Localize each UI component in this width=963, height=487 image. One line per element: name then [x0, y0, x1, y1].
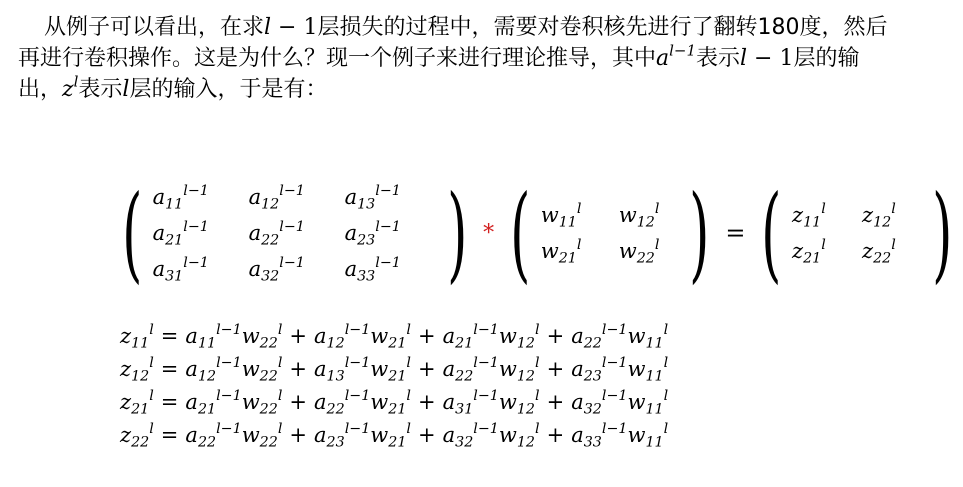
- math-superscript: l: [149, 355, 154, 372]
- equals-sign: =: [160, 423, 179, 447]
- left-paren: (: [122, 172, 143, 294]
- math-term: [120, 421, 154, 451]
- math-subscript: 21: [388, 434, 407, 451]
- math-symbol: w: [370, 324, 389, 348]
- math-symbol: w: [241, 423, 260, 447]
- math-symbol: a: [152, 257, 166, 281]
- math-symbol: w: [241, 324, 260, 348]
- math-superscript: l−1: [216, 355, 242, 372]
- math-term: [314, 421, 371, 451]
- math-minus: −: [271, 15, 304, 40]
- math-subscript: 12: [516, 335, 536, 352]
- math-term: [241, 388, 283, 418]
- matrix-cell: [345, 182, 437, 212]
- math-one: 1: [779, 46, 794, 71]
- math-superscript: l−1: [344, 355, 371, 372]
- math-subscript: 12: [516, 401, 536, 418]
- matrix-cell: [249, 182, 345, 212]
- math-superscript: l: [277, 421, 283, 438]
- math-symbol: a: [314, 423, 327, 447]
- math-term: [862, 201, 896, 231]
- math-subscript: 32: [261, 268, 280, 285]
- paragraph-text: 表示: [78, 77, 123, 102]
- math-term: [627, 322, 669, 352]
- plus-sign: +: [289, 324, 307, 348]
- math-term: [185, 388, 242, 418]
- intro-paragraph: [18, 12, 888, 105]
- matrix-cell: [249, 218, 345, 248]
- math-superscript: l: [891, 237, 896, 254]
- math-superscript: l: [821, 201, 826, 218]
- math-subscript: 23: [326, 434, 345, 451]
- math-subscript: 11: [131, 335, 150, 352]
- math-superscript: l−1: [601, 388, 628, 405]
- plus-sign: +: [546, 423, 565, 447]
- math-symbol: w: [498, 357, 517, 381]
- math-symbol: w: [498, 423, 517, 447]
- paragraph-text: 表示: [695, 46, 740, 71]
- math-subscript: 13: [357, 196, 376, 213]
- matrix-w: [541, 200, 679, 266]
- math-term: [314, 355, 371, 385]
- matrix-cell: [862, 200, 922, 230]
- math-symbol: a: [314, 357, 327, 381]
- math-term: [618, 237, 660, 267]
- equation-line: [120, 353, 668, 386]
- math-subscript: 12: [131, 368, 150, 385]
- math-superscript: l−1: [216, 421, 242, 438]
- math-subscript: 11: [165, 196, 184, 213]
- math-superscript: l−1: [344, 388, 371, 405]
- math-subscript: 31: [455, 401, 474, 418]
- math-subscript: 11: [197, 335, 217, 352]
- math-superscript: l: [277, 355, 283, 372]
- math-symbol: z: [120, 357, 132, 381]
- math-superscript: l: [406, 322, 411, 339]
- math-superscript: l−1: [344, 322, 371, 339]
- math-superscript: l: [535, 388, 540, 405]
- math-term: [241, 322, 283, 352]
- math-symbol: a: [571, 423, 584, 447]
- math-subscript: 21: [803, 250, 822, 267]
- plus-sign: +: [417, 324, 436, 348]
- math-subscript: 12: [197, 368, 217, 385]
- math-subscript: 22: [197, 434, 217, 451]
- math-term: [120, 388, 154, 418]
- math-term: [540, 237, 582, 267]
- math-symbol: a: [344, 221, 358, 245]
- math-superscript: l−1: [183, 255, 209, 272]
- math-term: [627, 388, 669, 418]
- math-superscript: l−1: [279, 255, 305, 272]
- math-subscript: 12: [516, 434, 536, 451]
- math-symbol: w: [370, 390, 389, 414]
- math-superscript: l: [535, 421, 540, 438]
- math-subscript: 21: [455, 335, 474, 352]
- math-subscript: 33: [583, 434, 602, 451]
- math-symbol: w: [627, 390, 646, 414]
- math-subscript: 11: [803, 214, 822, 231]
- math-superscript: l−1: [279, 183, 305, 200]
- math-subscript: 22: [259, 368, 278, 385]
- equals-sign: =: [160, 357, 179, 381]
- paragraph-text: 从例子可以看出，在求: [44, 15, 265, 40]
- math-term: [241, 355, 283, 385]
- math-subscript: 12: [326, 335, 345, 352]
- math-subscript: 21: [165, 232, 184, 249]
- matrix-cell: [153, 254, 249, 284]
- math-term: [498, 355, 540, 385]
- math-superscript: l: [576, 201, 582, 218]
- math-one: 1: [303, 15, 318, 40]
- math-term: [792, 201, 826, 231]
- math-var-l: l: [739, 46, 748, 71]
- math-var-l: l: [122, 77, 130, 102]
- math-symbol: a: [442, 390, 456, 414]
- matrix-cell: [345, 254, 437, 284]
- right-paren: ): [688, 172, 710, 294]
- plus-sign: +: [289, 390, 307, 414]
- math-subscript: 22: [259, 401, 278, 418]
- math-subscript: 21: [558, 250, 577, 267]
- math-term: [344, 219, 401, 249]
- math-superscript: l−1: [473, 322, 499, 339]
- math-term: [370, 322, 411, 352]
- math-term: [314, 322, 371, 352]
- paragraph-text: 层的输出，: [18, 46, 860, 102]
- right-paren: ): [932, 172, 953, 294]
- equals-sign: =: [725, 219, 746, 247]
- math-subscript: 13: [326, 368, 345, 385]
- math-superscript: l: [576, 237, 582, 254]
- matrix-cell: [619, 236, 679, 266]
- math-superscript: l: [406, 388, 411, 405]
- math-subscript: 11: [645, 368, 664, 385]
- math-symbol: z: [792, 239, 804, 263]
- math-symbol: a: [344, 257, 358, 281]
- math-subscript: 12: [873, 214, 892, 231]
- math-term: [185, 322, 242, 352]
- math-superscript: l−1: [344, 421, 371, 438]
- matrix-z: [792, 200, 922, 266]
- math-subscript: 12: [261, 196, 280, 213]
- math-subscript: 22: [326, 401, 345, 418]
- math-superscript: l−1: [669, 41, 696, 60]
- math-subscript: 23: [357, 232, 376, 249]
- math-term: [152, 255, 209, 285]
- math-term: [792, 237, 826, 267]
- math-superscript: l: [149, 322, 154, 339]
- math-term: [370, 355, 411, 385]
- math-symbol: w: [498, 324, 517, 348]
- math-term: [344, 255, 401, 285]
- math-term: [571, 355, 628, 385]
- math-superscript: l−1: [473, 421, 499, 438]
- math-superscript: l: [663, 322, 669, 339]
- math-term: [370, 421, 411, 451]
- math-subscript: 23: [583, 368, 602, 385]
- math-symbol: z: [120, 390, 132, 414]
- math-subscript: 22: [636, 250, 655, 267]
- math-var-a: a: [656, 46, 670, 71]
- math-superscript: l−1: [279, 219, 305, 236]
- math-term: [571, 421, 628, 451]
- math-subscript: 22: [261, 232, 280, 249]
- math-symbol: z: [862, 239, 874, 263]
- math-subscript: 22: [455, 368, 474, 385]
- math-term: [241, 421, 283, 451]
- math-subscript: 11: [645, 401, 664, 418]
- right-paren: ): [446, 172, 468, 294]
- equation-line: [120, 419, 668, 452]
- math-symbol: a: [185, 390, 198, 414]
- paragraph-text: 层损失的过程中，需要对卷积核先进行了翻转: [317, 15, 758, 40]
- math-subscript: 21: [388, 335, 407, 352]
- math-symbol: w: [540, 203, 559, 227]
- math-superscript: l−1: [375, 183, 401, 200]
- math-superscript: l−1: [183, 183, 209, 200]
- math-superscript: l: [654, 201, 660, 218]
- math-superscript: l: [277, 322, 283, 339]
- math-var-z: z: [62, 77, 74, 102]
- math-subscript: 11: [645, 434, 664, 451]
- matrix-cell: [619, 200, 679, 230]
- math-superscript: l: [891, 201, 896, 218]
- math-term: [152, 183, 209, 213]
- math-superscript: l: [535, 322, 540, 339]
- matrix-cell: [541, 236, 619, 266]
- math-symbol: w: [627, 423, 646, 447]
- math-minus: −: [747, 46, 780, 71]
- math-symbol: w: [498, 390, 517, 414]
- math-term: [618, 201, 660, 231]
- math-superscript: l: [663, 421, 669, 438]
- math-subscript: 32: [583, 401, 602, 418]
- math-superscript: l: [73, 72, 79, 91]
- math-subscript: 21: [131, 401, 150, 418]
- math-superscript: l−1: [183, 219, 209, 236]
- math-term: [248, 219, 305, 249]
- math-subscript: 12: [636, 214, 655, 231]
- equals-sign: =: [160, 390, 179, 414]
- math-superscript: l: [663, 355, 669, 372]
- math-symbol: a: [248, 185, 262, 209]
- math-symbol: z: [120, 324, 132, 348]
- math-symbol: a: [185, 324, 198, 348]
- math-term: [498, 322, 540, 352]
- plus-sign: +: [546, 324, 565, 348]
- math-term: [344, 183, 401, 213]
- math-symbol: a: [442, 357, 456, 381]
- math-symbol: a: [248, 221, 262, 245]
- math-symbol: w: [540, 239, 559, 263]
- math-term: [185, 355, 242, 385]
- math-superscript: l: [277, 388, 283, 405]
- math-superscript: l: [821, 237, 826, 254]
- math-term: [248, 183, 305, 213]
- plus-sign: +: [417, 357, 436, 381]
- matrix-cell: [345, 218, 437, 248]
- math-term: [571, 322, 628, 352]
- math-superscript: l: [406, 421, 411, 438]
- matrix-cell: [792, 236, 862, 266]
- math-symbol: a: [571, 324, 584, 348]
- math-term: [120, 355, 154, 385]
- plus-sign: +: [289, 357, 307, 381]
- math-symbol: w: [241, 357, 260, 381]
- equation-line: [120, 320, 668, 353]
- plus-sign: +: [546, 390, 565, 414]
- math-symbol: z: [120, 423, 132, 447]
- equation-line: [120, 386, 668, 419]
- math-symbol: a: [442, 423, 456, 447]
- math-symbol: a: [344, 185, 358, 209]
- math-symbol: a: [314, 324, 327, 348]
- paragraph-number: 180: [757, 15, 800, 40]
- math-subscript: 22: [873, 250, 892, 267]
- math-term: [540, 201, 582, 231]
- math-term: [627, 421, 669, 451]
- math-superscript: l−1: [375, 219, 401, 236]
- math-term: [314, 388, 371, 418]
- math-symbol: w: [627, 324, 646, 348]
- math-superscript: l−1: [601, 421, 628, 438]
- matrix-cell: [249, 254, 345, 284]
- equals-sign: =: [160, 324, 179, 348]
- matrix-cell: [792, 200, 862, 230]
- math-term: [862, 237, 896, 267]
- math-subscript: 22: [131, 434, 150, 451]
- plus-sign: +: [289, 423, 307, 447]
- math-term: [248, 255, 305, 285]
- expanded-equations: [120, 320, 668, 452]
- math-symbol: a: [185, 357, 198, 381]
- math-term: [627, 355, 669, 385]
- matrix-cell: [541, 200, 619, 230]
- math-term: [498, 421, 540, 451]
- math-superscript: l: [535, 355, 540, 372]
- math-term: [370, 388, 411, 418]
- math-superscript: l−1: [375, 255, 401, 272]
- math-term: [185, 421, 242, 451]
- math-symbol: a: [152, 185, 166, 209]
- math-subscript: 33: [357, 268, 376, 285]
- math-symbol: z: [862, 203, 874, 227]
- math-superscript: l: [654, 237, 660, 254]
- math-subscript: 31: [165, 268, 184, 285]
- math-term: [442, 388, 499, 418]
- math-symbol: w: [618, 239, 637, 263]
- math-subscript: 11: [558, 214, 577, 231]
- math-symbol: a: [571, 357, 584, 381]
- matrix-a: [153, 182, 437, 284]
- math-subscript: 11: [645, 335, 664, 352]
- plus-sign: +: [546, 357, 565, 381]
- math-symbol: a: [571, 390, 584, 414]
- math-superscript: l: [149, 421, 154, 438]
- paragraph-text: 层的输入，于是有：: [129, 77, 328, 102]
- math-superscript: l: [406, 355, 411, 372]
- matrix-cell: [153, 182, 249, 212]
- math-symbol: a: [248, 257, 262, 281]
- matrix-equation: [112, 172, 963, 294]
- math-subscript: 21: [197, 401, 217, 418]
- math-superscript: l−1: [601, 322, 628, 339]
- math-var-l: l: [264, 15, 272, 40]
- math-superscript: l−1: [216, 322, 242, 339]
- math-symbol: w: [241, 390, 260, 414]
- math-term: [120, 322, 154, 352]
- math-symbol: a: [442, 324, 456, 348]
- math-superscript: l−1: [216, 388, 242, 405]
- plus-sign: +: [417, 423, 436, 447]
- math-subscript: 22: [583, 335, 602, 352]
- matrix-cell: [153, 218, 249, 248]
- math-symbol: a: [152, 221, 166, 245]
- math-symbol: a: [314, 390, 327, 414]
- math-symbol: w: [627, 357, 646, 381]
- math-superscript: l−1: [473, 388, 499, 405]
- math-symbol: w: [370, 357, 389, 381]
- math-superscript: l−1: [473, 355, 499, 372]
- convolution-operator: *: [483, 220, 495, 246]
- math-term: [442, 355, 499, 385]
- math-symbol: a: [185, 423, 198, 447]
- math-superscript: l: [149, 388, 154, 405]
- math-superscript: l: [663, 388, 669, 405]
- math-subscript: 22: [259, 335, 278, 352]
- left-paren: (: [510, 172, 531, 294]
- math-term: [442, 421, 499, 451]
- math-symbol: w: [618, 203, 637, 227]
- left-paren: (: [761, 172, 782, 294]
- math-term: [152, 219, 209, 249]
- math-symbol: w: [370, 423, 389, 447]
- paragraph-text: 度，然后再进行卷积操作。这是为什么？现一个例子来进行理论推导，其中: [18, 15, 888, 71]
- math-symbol: z: [792, 203, 804, 227]
- math-term: [498, 388, 540, 418]
- matrix-cell: [862, 236, 922, 266]
- math-term: [442, 322, 499, 352]
- plus-sign: +: [417, 390, 436, 414]
- math-superscript: l−1: [601, 355, 628, 372]
- math-subscript: 21: [388, 401, 407, 418]
- math-subscript: 21: [388, 368, 407, 385]
- math-subscript: 22: [259, 434, 278, 451]
- math-term: [571, 388, 628, 418]
- math-subscript: 12: [516, 368, 536, 385]
- math-subscript: 32: [455, 434, 474, 451]
